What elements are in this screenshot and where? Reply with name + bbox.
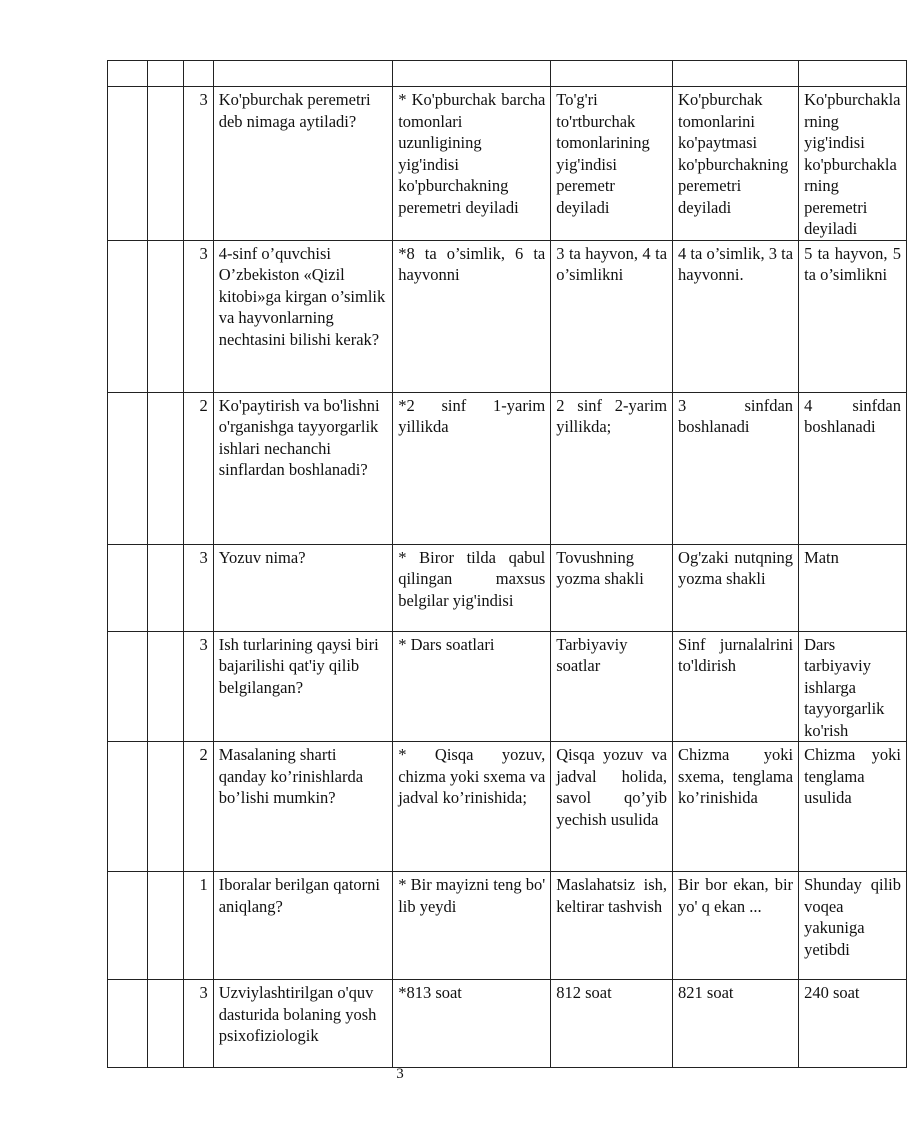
blank-cell: [108, 631, 148, 742]
question-text: Ish turlarining qaysi biri bajarilishi qat'iy qilib belgilangan?: [213, 631, 392, 742]
option-c: Chizma yoki sxema, tenglama ko’rinishida: [673, 742, 799, 872]
blank-cell: [108, 87, 148, 241]
option-d: 5 ta hayvon, 5 ta o’simlikni: [799, 240, 907, 392]
blank-cell: [147, 240, 183, 392]
header-cell: [108, 61, 148, 87]
correct-answer: *813 soat: [393, 980, 551, 1068]
option-c: 821 soat: [673, 980, 799, 1068]
table-row: [108, 240, 907, 392]
difficulty-level: 2: [183, 392, 213, 544]
option-b: Maslahatsiz ish, keltirar tashvish: [551, 872, 673, 980]
blank-cell: [147, 631, 183, 742]
option-c: 3 sinfdan boshlanadi: [673, 392, 799, 544]
option-b: Tarbiyaviy soatlar: [551, 631, 673, 742]
option-d: 4 sinfdan boshlanadi: [799, 392, 907, 544]
blank-cell: [108, 980, 148, 1068]
option-c: Bir bor ekan, bir yo' q ekan ...: [673, 872, 799, 980]
table-row: [108, 87, 907, 241]
option-c: 4 ta o’simlik, 3 ta hayvonni.: [673, 240, 799, 392]
header-cell: [799, 61, 907, 87]
blank-cell: [108, 544, 148, 631]
correct-answer: * Qisqa yozuv, chizma yoki sxema va jadval ko’rinishida;: [393, 742, 551, 872]
difficulty-level: 3: [183, 631, 213, 742]
header-cell: [183, 61, 213, 87]
option-c: Ko'pburchak tomonlarini ko'paytmasi ko'pburchakning peremetri deyiladi: [673, 87, 799, 241]
question-text: Ko'pburchak peremetri deb nimaga aytiladi?: [213, 87, 392, 241]
difficulty-level: 2: [183, 742, 213, 872]
correct-answer: * Biror tilda qabul qilingan maxsus belgilar yig'indisi: [393, 544, 551, 631]
difficulty-level: 3: [183, 544, 213, 631]
blank-cell: [108, 742, 148, 872]
blank-cell: [108, 392, 148, 544]
option-b: Qisqa yozuv va jadval holida, savol qo’yib yechish usulida: [551, 742, 673, 872]
table-row: [108, 872, 907, 980]
table-row: [108, 980, 907, 1068]
blank-cell: [147, 544, 183, 631]
option-c: Sinf jurnalalrini to'ldirish: [673, 631, 799, 742]
blank-cell: [108, 240, 148, 392]
difficulty-level: 3: [183, 240, 213, 392]
header-cell: [213, 61, 392, 87]
option-b: 2 sinf 2-yarim yillikda;: [551, 392, 673, 544]
correct-answer: *8 ta o’simlik, 6 ta hayvonni: [393, 240, 551, 392]
correct-answer: *2 sinf 1-yarim yillikda: [393, 392, 551, 544]
correct-answer: * Dars soatlari: [393, 631, 551, 742]
option-d: Ko'pburchaklarning yig'indisi ko'pburchaklarning peremetri deyiladi: [799, 87, 907, 241]
table-row: [108, 742, 907, 872]
option-b: 812 soat: [551, 980, 673, 1068]
question-text: Ko'paytirish va bo'lishni o'rganishga tayyorgarlik ishlari nechanchi sinflardan boshlanadi?: [213, 392, 392, 544]
table-header-row: [108, 61, 907, 87]
table-row: [108, 392, 907, 544]
blank-cell: [147, 87, 183, 241]
option-b: To'g'ri to'rtburchak tomonlarining yig'indisi peremetr deyiladi: [551, 87, 673, 241]
question-text: Masalaning sharti qanday ko’rinishlarda bo’lishi mumkin?: [213, 742, 392, 872]
option-b: Tovushning yozma shakli: [551, 544, 673, 631]
correct-answer: * Bir mayizni teng bo' lib yeydi: [393, 872, 551, 980]
question-text: Iboralar berilgan qatorni aniqlang?: [213, 872, 392, 980]
option-d: Matn: [799, 544, 907, 631]
page-number: 3: [396, 1066, 404, 1082]
question-text: Yozuv nima?: [213, 544, 392, 631]
correct-answer: * Ko'pburchak barcha tomonlari uzunligining yig'indisi ko'pburchakning peremetri deyiladi: [393, 87, 551, 241]
blank-cell: [147, 872, 183, 980]
header-cell: [393, 61, 551, 87]
option-d: Chizma yoki tenglama usulida: [799, 742, 907, 872]
option-d: 240 soat: [799, 980, 907, 1068]
blank-cell: [147, 742, 183, 872]
question-text: 4-sinf o’quvchisi O’zbekiston «Qizil kitobi»ga kirgan o’simlik va hayvonlarning nechtasini bilishi kerak?: [213, 240, 392, 392]
blank-cell: [147, 980, 183, 1068]
difficulty-level: 3: [183, 87, 213, 241]
header-cell: [147, 61, 183, 87]
header-cell: [673, 61, 799, 87]
table-row: [108, 631, 907, 742]
blank-cell: [147, 392, 183, 544]
option-d: Dars tarbiyaviy ishlarga tayyorgarlik ko'rish: [799, 631, 907, 742]
option-c: Og'zaki nutqning yozma shakli: [673, 544, 799, 631]
difficulty-level: 3: [183, 980, 213, 1068]
difficulty-level: 1: [183, 872, 213, 980]
blank-cell: [108, 872, 148, 980]
question-text: Uzviylashtirilgan o'quv dasturida bolaning yosh psixofiziologik: [213, 980, 392, 1068]
quiz-table: [107, 60, 907, 1068]
table-row: [108, 544, 907, 631]
option-d: Shunday qilib voqea yakuniga yetibdi: [799, 872, 907, 980]
header-cell: [551, 61, 673, 87]
option-b: 3 ta hayvon, 4 ta o’simlikni: [551, 240, 673, 392]
